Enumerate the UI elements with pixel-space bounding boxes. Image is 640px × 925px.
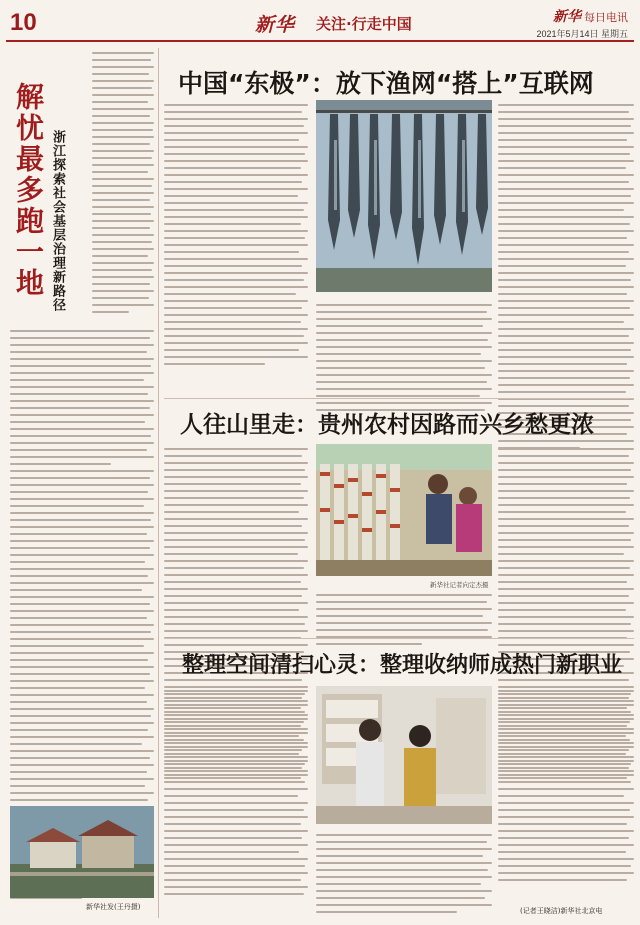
article1-photo <box>316 100 492 292</box>
article2-body-text-middle <box>316 594 492 650</box>
article1-body-text <box>164 104 308 370</box>
article3-headline: 整理空间清扫心灵：整理收纳师成热门新职业 <box>182 653 623 678</box>
article2-photo-credit: 新华社记者向定杰摄 <box>430 581 489 589</box>
column-rule <box>158 48 159 918</box>
masthead-wordmark-left: 新华 <box>255 14 296 36</box>
article3-credit: (记者王晓洁)新华社北京电 <box>520 907 603 915</box>
article2-photo <box>316 444 492 576</box>
article3-photo <box>316 686 492 824</box>
article1-body-text-right <box>498 104 634 454</box>
article3-body-text-left <box>164 690 308 900</box>
left-column-photo <box>10 806 154 898</box>
section-title: 关注·行走中国 <box>316 15 412 33</box>
issue-date: 2021年5月14日 星期五 <box>536 29 628 39</box>
header-rule <box>6 40 634 42</box>
left-column-intro-text <box>92 52 154 318</box>
left-column-photo-credit: 新华社发(王丹摄) <box>86 903 141 911</box>
page-header <box>0 0 640 44</box>
article2-divider <box>164 638 634 639</box>
article3-body-text-middle <box>316 834 492 918</box>
masthead-wordmark-right: 新华 <box>553 9 581 25</box>
column-title: 解忧最多跑一地 <box>12 82 45 299</box>
masthead-subtitle: 每日电讯 <box>584 11 628 24</box>
article3-body-text-right <box>498 690 634 886</box>
article2-headline: 人往山里走：贵州农村因路而兴乡愁更浓 <box>180 412 594 438</box>
column-subtitle: 浙江探索社会基层治理新路径 <box>50 130 65 312</box>
page-number: 10 <box>10 9 37 36</box>
masthead-right <box>536 6 628 40</box>
article1-divider <box>164 398 634 399</box>
article1-headline: 中国“东极”：放下渔网“搭上”互联网 <box>178 69 594 98</box>
article1-lower-text <box>316 304 492 416</box>
